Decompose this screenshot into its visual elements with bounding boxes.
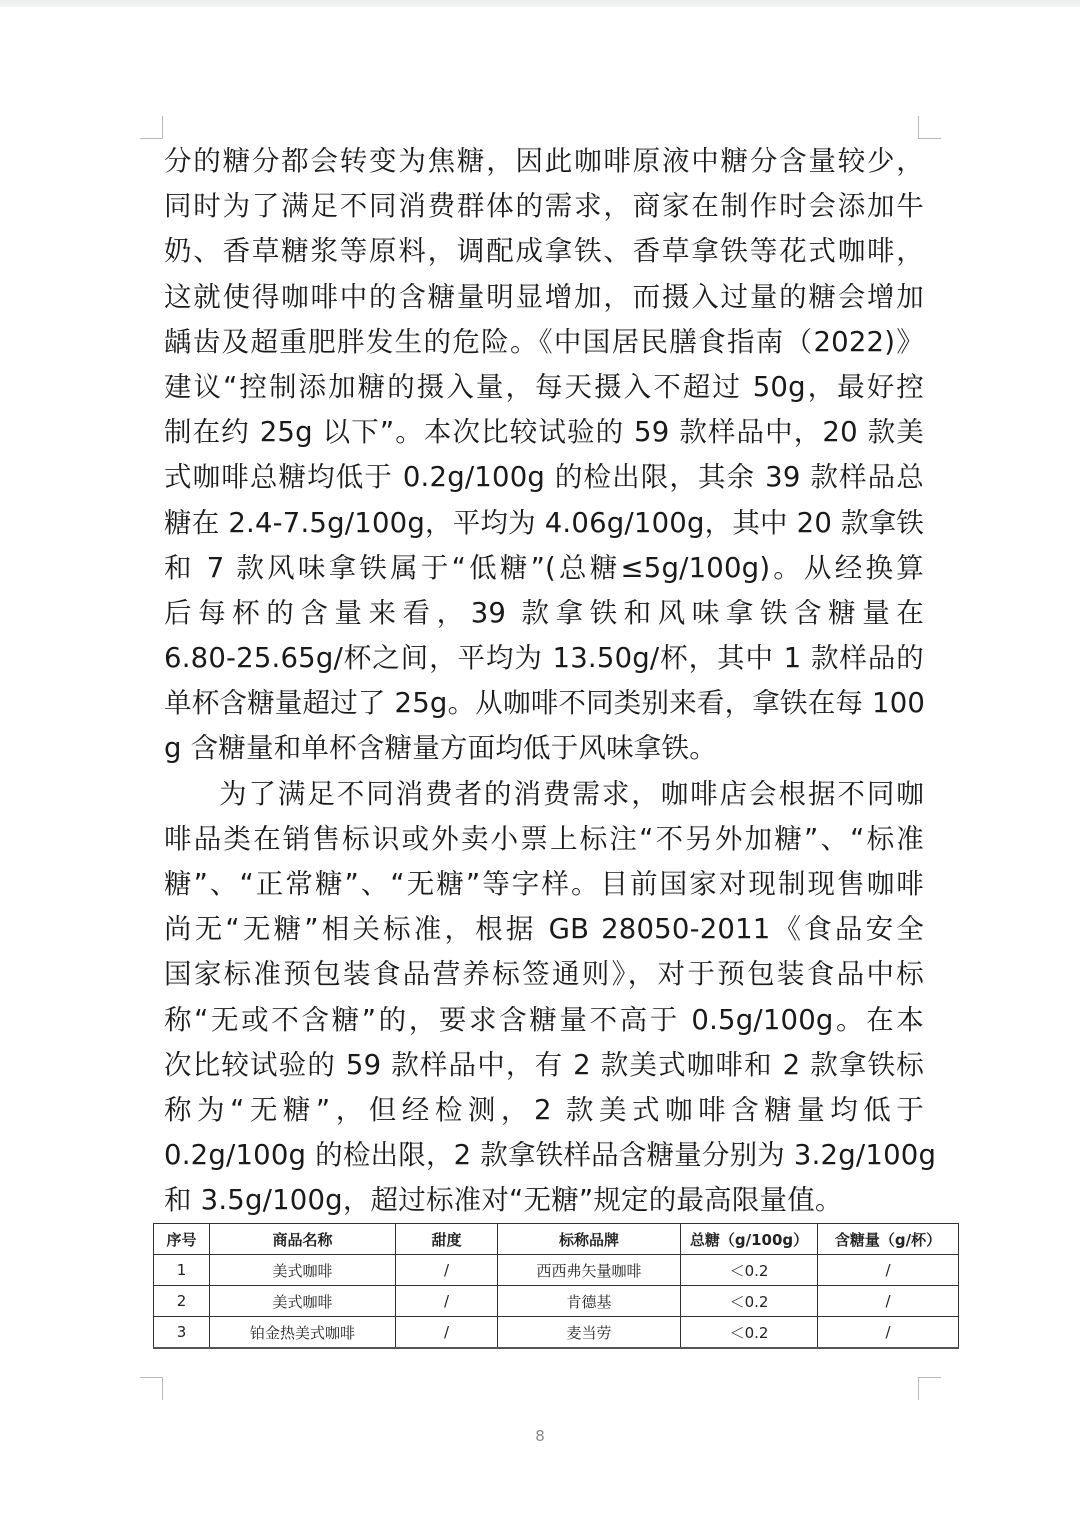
paragraph-sugar-content <box>164 139 924 772</box>
text-line: 0.2g/100g 的检出限，2 款拿铁样品含糖量分别为 3.2g/100g <box>164 1139 937 1172</box>
cell-sweetness: / <box>396 1317 498 1349</box>
text-line: 糖在 2.4-7.5g/100g，平均为 4.06g/100g，其中 20 款拿铁 <box>164 506 925 539</box>
sugar-results-table <box>153 1223 959 1349</box>
text-line: 制在约 25g 以下”。本次比较试验的 59 款样品中，20 款美 <box>164 416 924 449</box>
cell-product-name: 美式咖啡 <box>210 1286 396 1317</box>
text-line: 奶、香草糖浆等原料，调配成拿铁、香草拿铁等花式咖啡， <box>164 235 924 268</box>
table-row <box>154 1286 959 1317</box>
text-line: 式咖啡总糖均低于 0.2g/100g 的检出限，其余 39 款样品总 <box>164 461 924 494</box>
text-line: 建议“控制添加糖的摄入量，每天摄入不超过 50g，最好控 <box>164 370 924 403</box>
cell-total-sugar: ＜0.2 <box>681 1255 818 1286</box>
paragraph-sugar-free-labeling <box>164 772 937 1224</box>
table-row <box>154 1255 959 1286</box>
text-line: 和 7 款风味拿铁属于“低糖”(总糖≤5g/100g)。从经换算 <box>164 551 924 584</box>
header-total-sugar: 总糖（g/100g） <box>681 1224 818 1255</box>
text-line: 同时为了满足不同消费群体的需求，商家在制作时会添加牛 <box>164 190 924 223</box>
text-line: 尚无“无糖”相关标准，根据 GB 28050-2011《食品安全 <box>164 913 924 946</box>
text-line: 后每杯的含量来看，39 款拿铁和风味拿铁含糖量在 <box>164 596 924 629</box>
cell-index: 2 <box>154 1286 210 1317</box>
text-line: 称为“无糖”，但经检测，2 款美式咖啡含糖量均低于 <box>164 1093 924 1126</box>
text-line: 6.80-25.65g/杯之间，平均为 13.50g/杯，其中 1 款样品的 <box>164 642 924 675</box>
cell-brand: 麦当劳 <box>498 1317 681 1349</box>
cell-total-sugar: ＜0.2 <box>681 1317 818 1349</box>
cell-brand: 西西弗矢量咖啡 <box>498 1255 681 1286</box>
crop-mark-bottom-left <box>140 1377 163 1400</box>
table-header-row <box>154 1224 959 1255</box>
cell-sugar-per-cup: / <box>818 1255 959 1286</box>
page-number: 8 <box>535 1427 545 1445</box>
header-sugar-per-cup: 含糖量（g/杯） <box>818 1224 959 1255</box>
cell-sugar-per-cup: / <box>818 1317 959 1349</box>
header-index: 序号 <box>154 1224 210 1255</box>
header-sweetness: 甜度 <box>396 1224 498 1255</box>
text-line: 国家标准预包装食品营养标签通则》，对于预包装食品中标 <box>164 958 924 991</box>
text-line: g 含糖量和单杯含糖量方面均低于风味拿铁。 <box>164 732 717 765</box>
text-line: 为了满足不同消费者的消费需求，咖啡店会根据不同咖 <box>219 777 924 810</box>
cell-sweetness: / <box>396 1255 498 1286</box>
text-line: 糖”、“正常糖”、“无糖”等字样。目前国家对现制现售咖啡 <box>164 868 924 900</box>
cell-total-sugar: ＜0.2 <box>681 1286 818 1317</box>
crop-mark-top-left <box>140 116 163 139</box>
document-body <box>164 139 937 1224</box>
text-line: 单杯含糖量超过了 25g。从咖啡不同类别来看，拿铁在每 100 <box>164 687 926 720</box>
header-brand: 标称品牌 <box>498 1224 681 1255</box>
crop-mark-bottom-right <box>918 1377 941 1400</box>
header-product-name: 商品名称 <box>210 1224 396 1255</box>
text-line: 称“无或不含糖”的，要求含糖量不高于 0.5g/100g。在本 <box>164 1003 924 1036</box>
text-line: 和 3.5g/100g，超过标准对“无糖”规定的最高限量值。 <box>164 1184 843 1217</box>
viewer-top-edge <box>0 0 1080 7</box>
text-line: 啡品类在销售标识或外卖小票上标注“不另外加糖”、“标准 <box>164 822 924 855</box>
text-line: 这就使得咖啡中的含糖量明显增加，而摄入过量的糖会增加 <box>164 280 924 313</box>
cell-product-name: 美式咖啡 <box>210 1255 396 1286</box>
cell-sugar-per-cup: / <box>818 1286 959 1317</box>
text-line: 分的糖分都会转变为焦糖，因此咖啡原液中糖分含量较少， <box>164 145 924 177</box>
cell-sweetness: / <box>396 1286 498 1317</box>
text-line: 次比较试验的 59 款样品中，有 2 款美式咖啡和 2 款拿铁标 <box>164 1048 924 1081</box>
cell-brand: 肯德基 <box>498 1286 681 1317</box>
text-line: 龋齿及超重肥胖发生的危险。《中国居民膳食指南（2022)》 <box>164 325 924 358</box>
table-row <box>154 1317 959 1349</box>
cell-index: 3 <box>154 1317 210 1349</box>
crop-mark-top-right <box>918 116 941 139</box>
cell-index: 1 <box>154 1255 210 1286</box>
cell-product-name: 铂金热美式咖啡 <box>210 1317 396 1349</box>
